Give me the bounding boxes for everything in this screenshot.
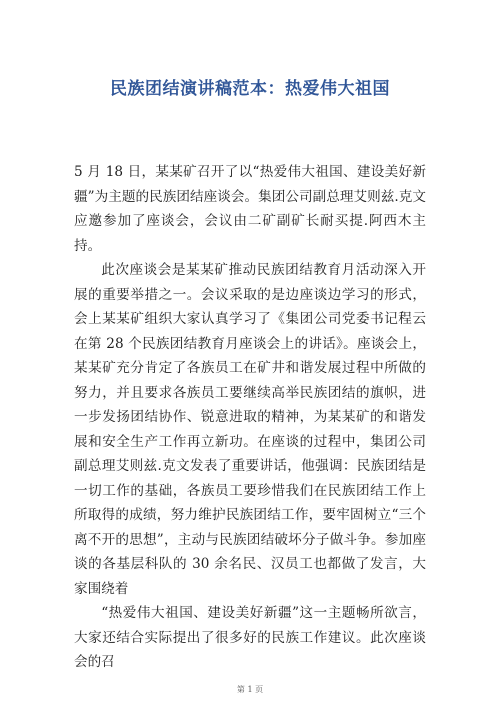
paragraph-2: 此次座谈会是某某矿推动民族团结教育月活动深入开展的重要举措之一。会议采取的是边座谈边学习的形式，会上某某矿组织大家认真学习了《集团公司党委书记程云在第 28 个民族团结教育月座谈会上的讲话》。座谈会上，某某矿充分肯定了各族员工在矿井和谐发展过程中所做的努力，并且要求各族员工要继续高举民族团结的旗帜，进一步发扬团结协作、锐意进取的精神，为某某矿的和谐发展和安全生产工作再立新功。在座谈的过程中，集团公司副总理艾则兹.克文发表了重要讲话，他强调：民族团结是一切工作的基础，各族员工要珍惜我们在民族团结工作上所取得的成绩，努力维护民族团结工作，要牢固树立“三个离不开的思想”，主动与民族团结破坏分子做斗争。参加座谈的各基层科队的 30 余名民、汉员工也都做了发言，大家围绕着 [74,262,426,597]
document-title: 民族团结演讲稿范本：热爱伟大祖国 [110,79,390,99]
page-number: 第 1 页 [236,685,264,694]
paragraph-1: 5 月 18 日，某某矿召开了以“热爱伟大祖国、建设美好新疆”为主题的民族团结座谈会。集团公司副总理艾则兹.克文应邀参加了座谈会，会议由二矿副矿长耐买提.阿西木主持。 [74,164,426,254]
document-body [74,160,426,675]
paragraph-3: “热爱伟大祖国、建设美好新疆”这一主题畅所欲言，大家还结合实际提出了很多好的民族工作建议。此次座谈会的召 [74,605,426,670]
